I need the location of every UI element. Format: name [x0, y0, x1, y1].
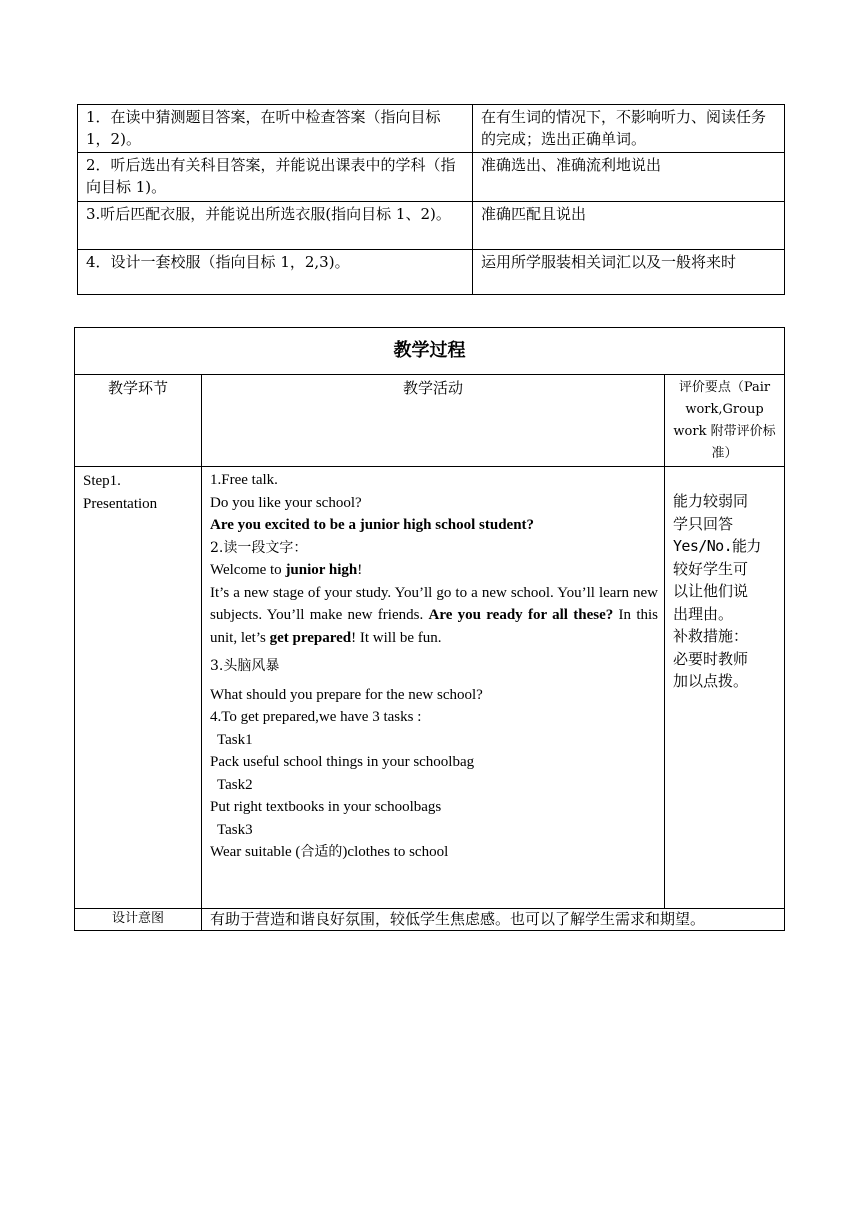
eval-line: 能力较弱同	[673, 492, 749, 510]
task3-label: Task3	[217, 821, 253, 838]
process-title-row	[75, 328, 785, 375]
step-name: Step1.	[83, 473, 121, 489]
eval-line: 较好学生可	[673, 559, 749, 578]
goals-row	[78, 202, 785, 250]
design-text: 有助于营造和谐良好氛围，较低学生焦虑感。也可以了解学生需求和期望。	[202, 909, 785, 931]
goal-standard: 在有生词的情况下，不影响听力、阅读任务的完成；选出正确单词。	[473, 105, 785, 153]
goals-row	[78, 153, 785, 202]
design-row	[75, 909, 785, 931]
eval-line: Yes/No.能力	[673, 537, 761, 555]
goal-activity: 1．在读中猜测题目答案，在听中检查答案（指向目标 1，2)。	[78, 105, 473, 153]
eval-line: 必要时教师	[673, 649, 749, 668]
question-2: Are you excited to be a junior high school student?	[210, 517, 535, 533]
tasks-intro: 4.To get prepared,we have 3 tasks :	[210, 709, 422, 725]
step1-row	[75, 467, 785, 909]
question-1: Do you like your school?	[210, 494, 362, 511]
process-header-row	[75, 375, 785, 467]
brainstorm-heading: 3.头脑风暴	[210, 658, 280, 674]
header-activity: 教学活动	[202, 375, 665, 467]
step-activity-cell	[202, 467, 665, 909]
task2-label: Task2	[217, 776, 253, 793]
design-label: 设计意图	[75, 909, 202, 931]
process-table	[74, 327, 785, 931]
intro-paragraph: It’s a new stage of your study. You’ll go to a new school. You’ll learn new subjects. You’ll make new friends. Are you ready for all these? In this unit, let’s get prepared! It will be fun.	[210, 584, 658, 646]
task1-text: Pack useful school things in your schoolbag	[210, 754, 475, 770]
goal-standard: 准确选出、准确流利地说出	[473, 153, 785, 202]
goal-standard: 运用所学服装相关词汇以及一般将来时	[473, 250, 785, 295]
eval-line: 以让他们说	[673, 582, 749, 600]
step-name-cell	[75, 467, 202, 909]
eval-line: 出理由。	[673, 604, 734, 623]
task1-label: Task1	[217, 731, 253, 748]
eval-line: 补救措施：	[673, 627, 749, 645]
task2-text: Put right textbooks in your schoolbags	[210, 799, 442, 815]
goal-standard: 准确匹配且说出	[473, 202, 785, 250]
task3-text: Wear suitable (合适的)clothes to school	[210, 844, 449, 860]
header-evaluation: 评价要点（Pair work,Group work 附带评价标准）	[665, 375, 785, 467]
prepare-question: What should you prepare for the new school?	[210, 686, 483, 703]
goal-activity: 4．设计一套校服（指向目标 1，2,3)。	[78, 250, 473, 295]
goal-activity: 2．听后选出有关科目答案，并能说出课表中的学科（指向目标 1)。	[78, 153, 473, 202]
free-talk: 1.Free talk.	[210, 472, 278, 488]
eval-line: 学只回答	[673, 514, 734, 533]
step-evaluation-cell	[665, 467, 785, 909]
welcome-line: Welcome to junior high!	[210, 562, 363, 578]
eval-line: 加以点拨。	[673, 672, 749, 690]
goal-activity: 3.听后匹配衣服，并能说出所选衣服(指向目标 1、2)。	[78, 202, 473, 250]
process-title: 教学过程	[75, 328, 785, 375]
step-stage: Presentation	[83, 495, 158, 512]
goals-row	[78, 105, 785, 153]
read-heading: 2.读一段文字：	[210, 539, 308, 556]
header-stage: 教学环节	[75, 375, 202, 467]
goals-row	[78, 250, 785, 295]
goals-table	[77, 104, 785, 295]
